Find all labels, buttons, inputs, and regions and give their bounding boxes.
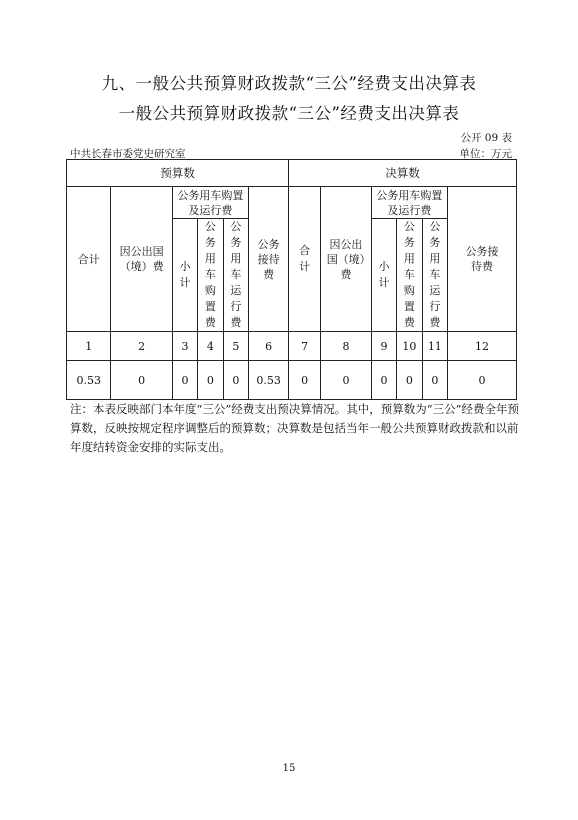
budget-purchase-header: 公务用车购置费 [198,219,223,332]
unit-label: 单位：万元 [459,148,512,160]
budget-total-value: 0.53 [67,361,111,400]
final-running-header: 公务用车运行费 [422,219,447,332]
budget-group-header: 预算数 [67,160,289,187]
column-number: 11 [422,332,447,361]
final-total-value: 0 [289,361,321,400]
column-number: 2 [111,332,172,361]
budget-reception-value: 0.53 [249,361,289,400]
budget-running-value: 0 [223,361,248,400]
value-row [67,361,517,400]
final-reception-value: 0 [448,361,517,400]
final-vehicle-header: 公务用车购置及运行费 [371,187,447,219]
column-number: 8 [321,332,372,361]
final-reception-header: 公务接待费 [448,187,517,332]
final-abroad-value: 0 [321,361,372,400]
table-title: 一般公共预算财政拨款“三公”经费支出决算表 [118,104,460,123]
column-number-row [67,332,517,361]
column-number: 1 [67,332,111,361]
column-number: 9 [371,332,396,361]
column-number: 4 [198,332,223,361]
final-subtotal-value: 0 [371,361,396,400]
budget-purchase-value: 0 [198,361,223,400]
column-number: 12 [448,332,517,361]
page-heading: 九、一般公共预算财政拨款“三公”经费支出决算表 [101,74,477,93]
three-public-expenses-table [66,159,517,400]
column-number: 6 [249,332,289,361]
final-purchase-header: 公务用车购置费 [397,219,422,332]
final-abroad-header: 因公出国（境）费 [321,187,372,332]
column-number: 7 [289,332,321,361]
column-number: 5 [223,332,248,361]
final-subtotal-header: 小计 [371,219,396,332]
budget-abroad-header: 因公出国（境）费 [111,187,172,332]
final-total-header: 合计 [289,187,321,332]
budget-running-header: 公务用车运行费 [223,219,248,332]
budget-abroad-value: 0 [111,361,172,400]
column-number: 10 [397,332,422,361]
final-purchase-value: 0 [397,361,422,400]
column-number: 3 [172,332,197,361]
final-group-header: 决算数 [289,160,517,187]
budget-reception-header: 公务接待费 [249,187,289,332]
budget-subtotal-header: 小计 [172,219,197,332]
budget-vehicle-header: 公务用车购置及运行费 [172,187,248,219]
organization-name: 中共长春市委党史研究室 [70,148,186,160]
page-number: 15 [282,763,296,774]
budget-total-header: 合计 [67,187,111,332]
table-note: 注：本表反映部门本年度“三公”经费支出预决算情况。其中，预算数为“三公”经费全年预算数，反映按规定程序调整后的预算数；决算数是包括当年一般公共预算财政拨款和以前年度结转资金安排的实际支出。 [70,402,520,454]
budget-subtotal-value: 0 [172,361,197,400]
form-number: 公开 09 表 [460,132,512,144]
final-running-value: 0 [422,361,447,400]
